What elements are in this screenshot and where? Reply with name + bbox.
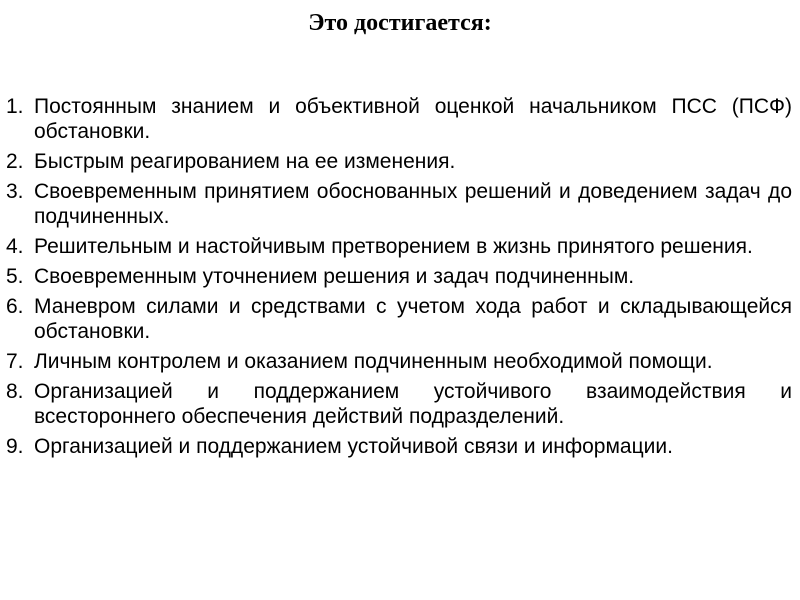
list-item-text: Быстрым реагированием на ее изменения.: [34, 150, 456, 173]
list-item: [6, 349, 792, 374]
list-item-text: Организацией и поддержанием устойчивого взаимодействия и всестороннего обеспечения действий подразделений.: [34, 380, 792, 428]
list-item: [6, 294, 792, 344]
list-item: [6, 149, 792, 174]
numbered-list: [6, 94, 792, 464]
list-item: [6, 264, 792, 289]
list-item-number: 8.: [6, 380, 24, 403]
list-item-number: 5.: [6, 265, 24, 288]
list-item-text: Личным контролем и оказанием подчиненным необходимой помощи.: [34, 350, 713, 373]
list-item-text: Своевременным уточнением решения и задач подчиненным.: [34, 265, 635, 288]
slide-title: Это достигается:: [308, 10, 492, 36]
list-item: [6, 179, 792, 229]
list-item-text: Постоянным знанием и объективной оценкой начальником ПСС (ПСФ) обстановки.: [34, 95, 792, 143]
list-item: [6, 94, 792, 144]
list-item-number: 9.: [6, 435, 24, 458]
list-item: [6, 434, 792, 459]
list-item: [6, 234, 792, 259]
list-item-number: 7.: [6, 350, 24, 373]
list-item-number: 6.: [6, 295, 24, 318]
list-item-number: 1.: [6, 95, 24, 118]
list-item-number: 2.: [6, 150, 24, 173]
list-item-text: Своевременным принятием обоснованных решений и доведением задач до подчиненных.: [34, 180, 792, 228]
list-item-text: Решительным и настойчивым претворением в жизнь принятого решения.: [34, 235, 753, 258]
list-item-number: 4.: [6, 235, 24, 258]
list-item-text: Маневром силами и средствами с учетом хода работ и складывающейся обстановки.: [34, 295, 792, 343]
list-item-number: 3.: [6, 180, 24, 203]
list-item-text: Организацией и поддержанием устойчивой связи и информации.: [34, 435, 673, 458]
list-item: [6, 379, 792, 429]
